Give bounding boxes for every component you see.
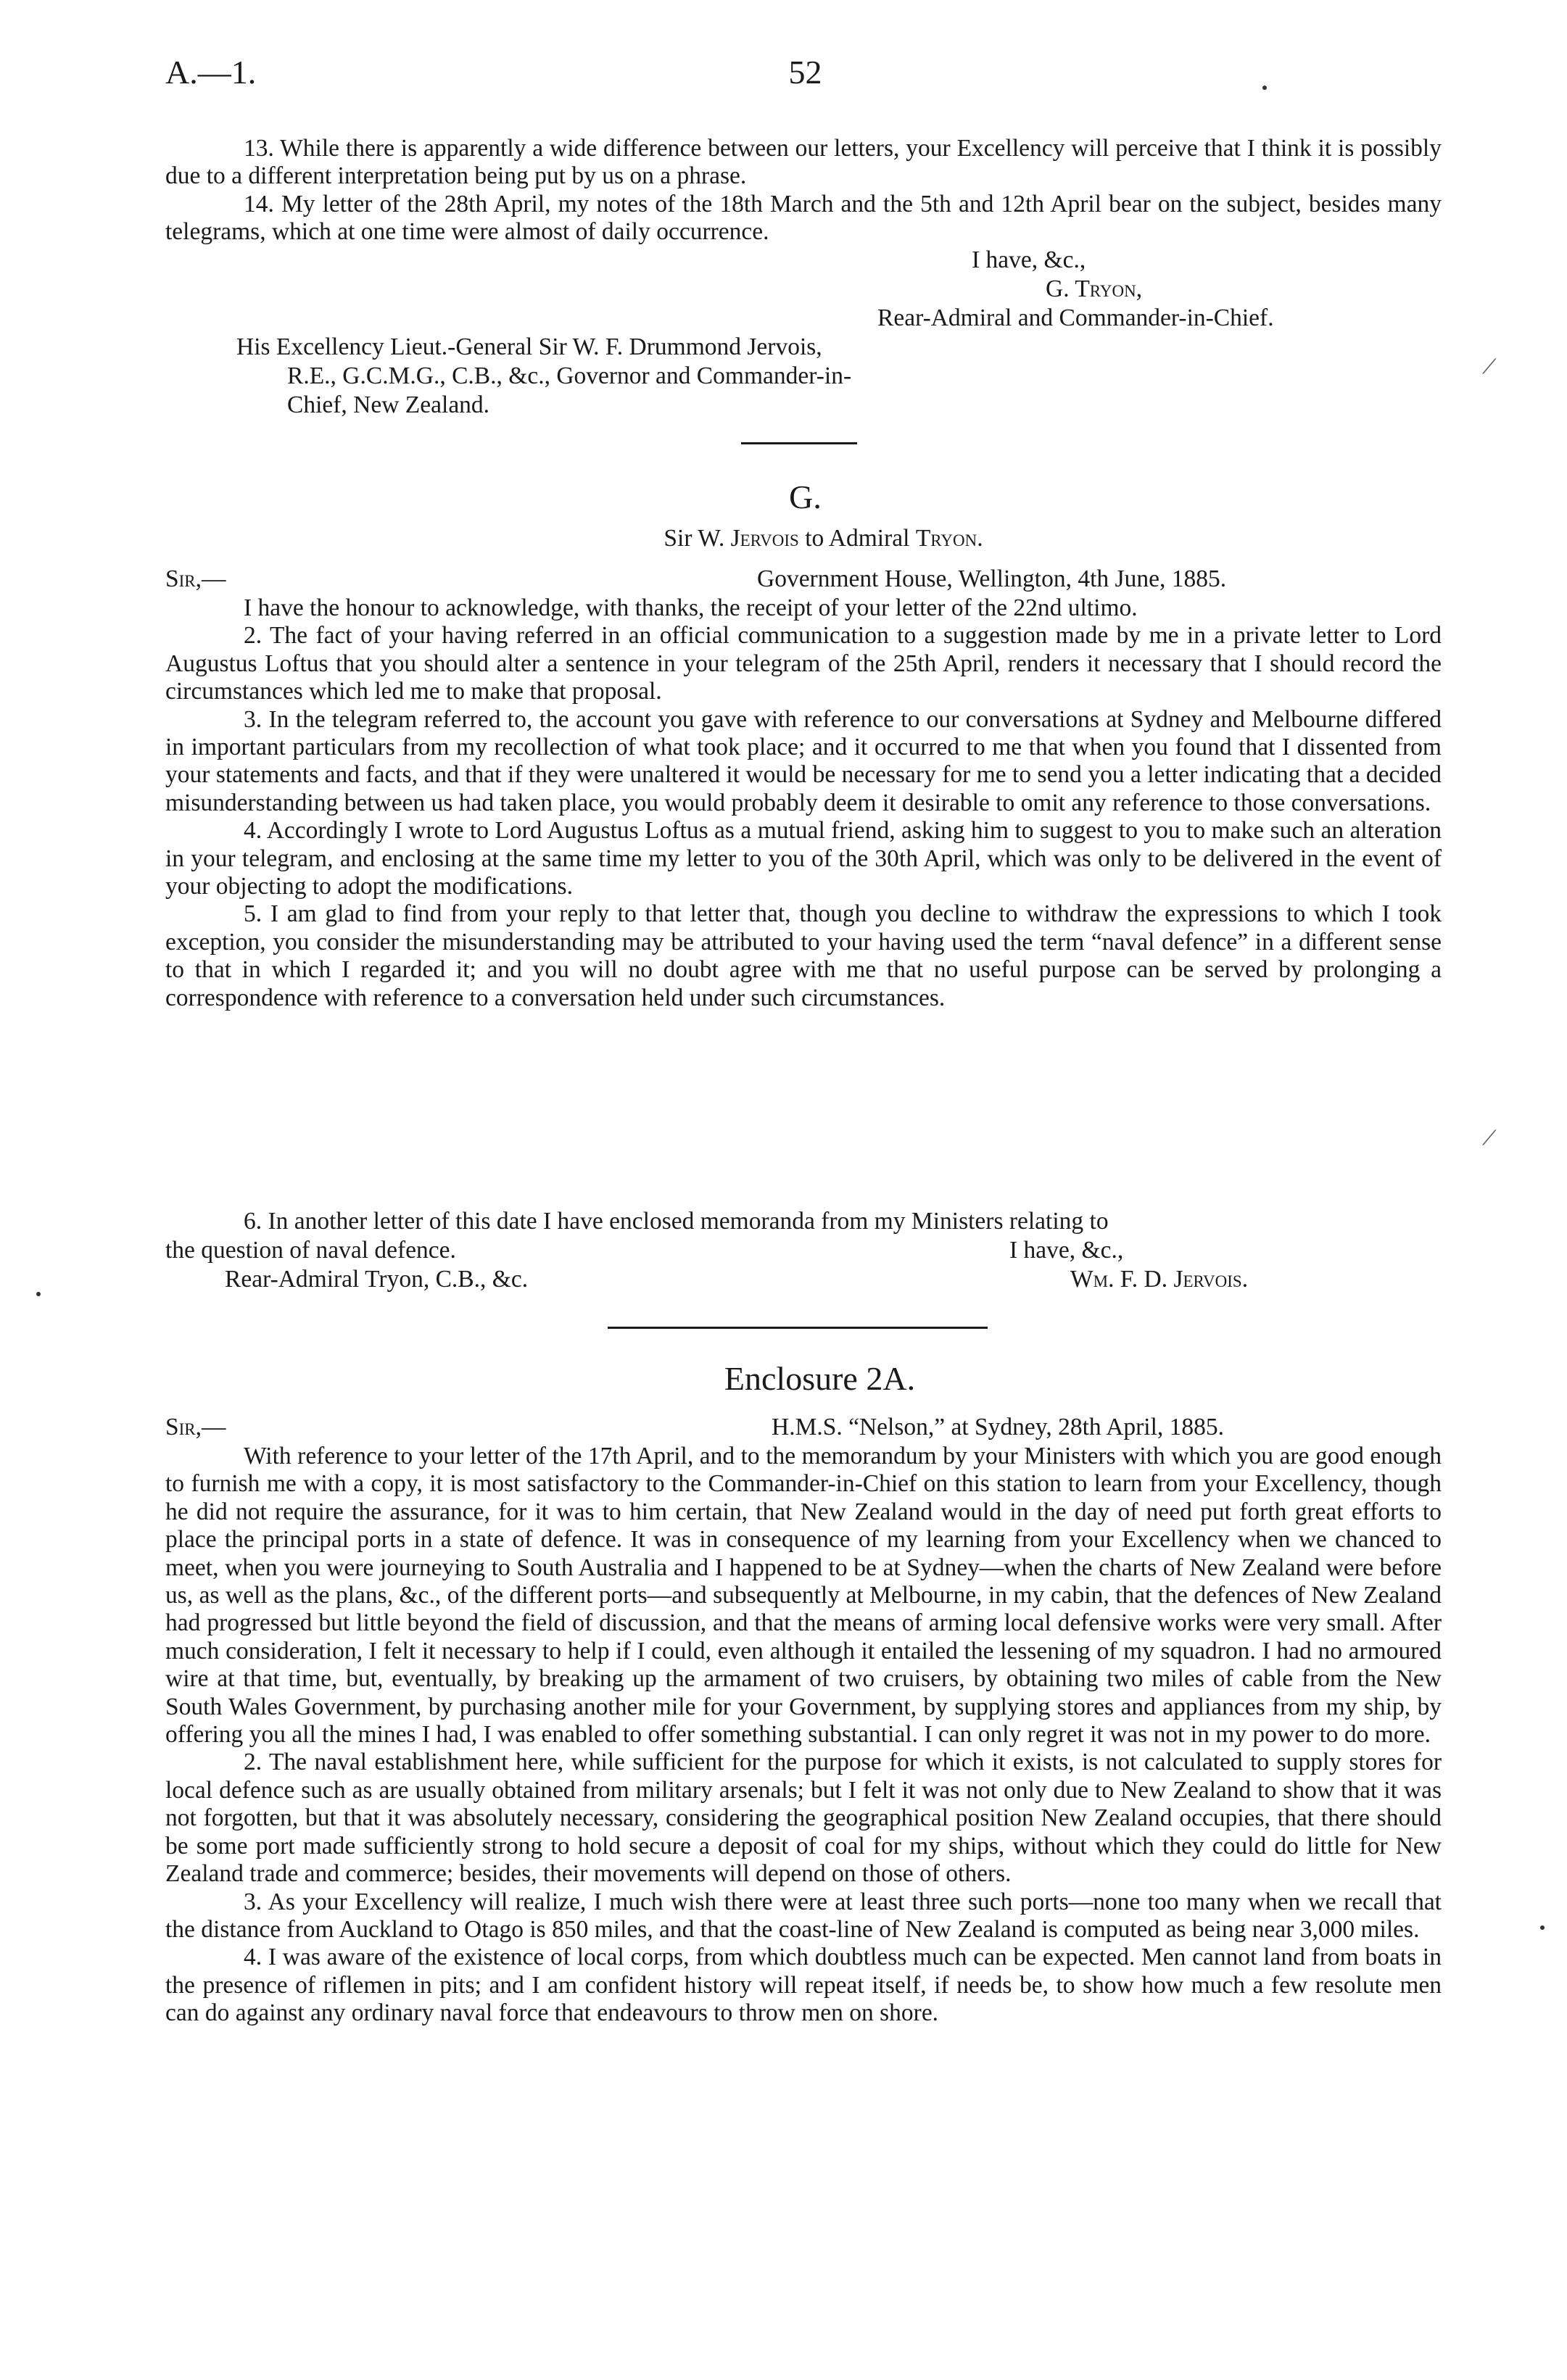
paragraph-2: 2. The fact of your having referred in an official communication to a suggestion made by me in a private letter to Lord Augustus Loftus that you should alter a sentence in your telegram of the 25th April, renders it necessary that I should record the circumstances which led me to make that proposal. (165, 622, 1442, 705)
scan-mark: ⟋ (1482, 356, 1497, 378)
addressee-line-2: R.E., G.C.M.G., C.B., &c., Governor and Commander-in- (287, 362, 852, 389)
addressee: Rear-Admiral Tryon, C.B., &c. (225, 1266, 529, 1293)
signature-tryon: G. Tryon, (1046, 275, 1143, 302)
paragraph-3: 3. In the telegram referred to, the account you gave with reference to our conversations at Sydney and Melbourne differed in important particulars from my recollection of what took place; and it occurred to me that when you found that I dissented from your statements and facts, and that if they were unaltered it would be necessary for me to send you a letter indicating that a decided misunderstanding between us had taken place, you would probably deem it desirable to omit any reference to those conversations. (165, 705, 1442, 816)
paragraph-4: 4. I was aware of the existence of local corps, from which doubtless much can be expected. Men cannot land from boats in the presence of riflemen in pits; and I am confident history will repeat itself, if needs be, to show how much a few resolute men can do against any ordinary naval force that endeavours to throw men on shore. (165, 1944, 1442, 2027)
section-subtitle: Sir W. Jervois to Admiral Tryon. (663, 525, 983, 552)
signatory-rank: Rear-Admiral and Commander-in-Chief. (877, 304, 1274, 331)
addressee-line-1: His Excellency Lieut.-General Sir W. F. Drummond Jervois, (236, 333, 822, 360)
section-letter: G. (789, 478, 822, 515)
paragraph-3: 3. As your Excellency will realize, I much wish there were at least three such ports—none too many when we recall that the distance from Auckland to Otago is 850 miles, and that the coast-line of New Zealand is computed as being near 3,000 miles. (165, 1888, 1442, 1943)
salutation: Sir,— (165, 565, 226, 592)
paragraph-1: I have the honour to acknowledge, with thanks, the receipt of your letter of the 22nd ultimo. (244, 594, 1138, 621)
enclosure-title: Enclosure 2A. (724, 1360, 916, 1397)
scan-mark: ⟋ (1482, 1127, 1497, 1150)
closing-phrase: I have, &c., (1009, 1237, 1124, 1264)
closing-phrase: I have, &c., (972, 246, 1086, 273)
addressee-line-3: Chief, New Zealand. (287, 391, 490, 418)
paragraph-13: 13. While there is apparently a wide difference between our letters, your Excellency will perceive that I think it is possibly due to a different interpretation being put by us on a phrase. (165, 135, 1442, 190)
letter-continuation (165, 135, 1442, 246)
paragraph-1: With reference to your letter of the 17th April, and to the memorandum by your Ministers with which you are good enough to furnish me with a copy, it is most satisfactory to the Commander-in-Chief on this station to learn from your Excellency, though he did not require the assurance, for it was to him certain, that New Zealand would in the day of need put forth great efforts to place the principal ports in a state of defence. It was in consequence of my learning from your Excellency when we chanced to meet, when you were journeying to South Australia and I happened to be at Sydney—when the charts of New Zealand were before us, as well as the plans, &c., of the different ports—and subsequently at Melbourne, in my cabin, that the defences of New Zealand had progressed but little beyond the field of discussion, and that the means of arming local defensive works were very small. After much consideration, I felt it necessary to help if I could, even although it entailed the lessening of my squadron. I had no armoured wire at that time, but, eventually, by breaking up the armament of two cruisers, by obtaining two miles of cable from the New South Wales Government, by purchasing another mile for your Government, by supplying stores and appliances from my ship, by offering you all the mines I had, I was enabled to offer something substantial. I can only regret it was not in my power to do more. (165, 1443, 1442, 1749)
dateline: H.M.S. “Nelson,” at Sydney, 28th April, 1885. (772, 1414, 1225, 1440)
scan-dot (36, 1292, 41, 1296)
scan-dot (1540, 1925, 1545, 1930)
separator-rule (741, 442, 857, 444)
paragraph-2: 2. The naval establishment here, while sufficient for the purpose for which it exists, is not calculated to supply stores for local defence such as are usually obtained from military arsenals; but I felt it was not only due to New Zealand to show that it was not forgotten, but that it was absolutely necessary, considering the geographical position New Zealand occupies, that there should be some port made sufficiently strong to hold secure a deposit of coal for my ships, without which they could do little for New Zealand trade and commerce; besides, their movements will depend on those of others. (165, 1749, 1442, 1888)
paragraph-6-line-1: 6. In another letter of this date I have enclosed memoranda from my Ministers relating to (244, 1208, 1109, 1235)
paragraph-5: 5. I am glad to find from your reply to that letter that, though you decline to withdraw the expressions to which I took exception, you consider the misunderstanding may be attributed to your having used the term “naval defence” in a different sense to that in which I regarded it; and you will no doubt agree with me that no useful purpose can be served by prolonging a correspondence with reference to a conversation held under such circumstances. (165, 900, 1442, 1011)
paragraph-6-line-2: the question of naval defence. (165, 1237, 456, 1264)
signature-jervois: Wm. F. D. Jervois. (1070, 1266, 1249, 1293)
letter-body-enclosure (165, 1443, 1442, 2028)
separator-rule (608, 1327, 988, 1329)
salutation: Sir,— (165, 1414, 226, 1440)
letter-body-g (165, 594, 1442, 1012)
paragraph-4: 4. Accordingly I wrote to Lord Augustus Loftus as a mutual friend, asking him to suggest to you to make such an alteration in your telegram, and enclosing at the same time my letter to you of the 30th April, which was only to be delivered in the event of your objecting to adopt the modifications. (165, 817, 1442, 900)
paragraph-14: 14. My letter of the 28th April, my notes of the 18th March and the 5th and 12th April bear on the subject, besides many telegrams, which at one time were almost of daily occurrence. (165, 190, 1442, 246)
scan-dot (1262, 86, 1267, 90)
document-reference: A.—1. (165, 54, 257, 91)
page-number: 52 (788, 54, 822, 91)
dateline: Government House, Wellington, 4th June, 1885. (757, 565, 1227, 592)
